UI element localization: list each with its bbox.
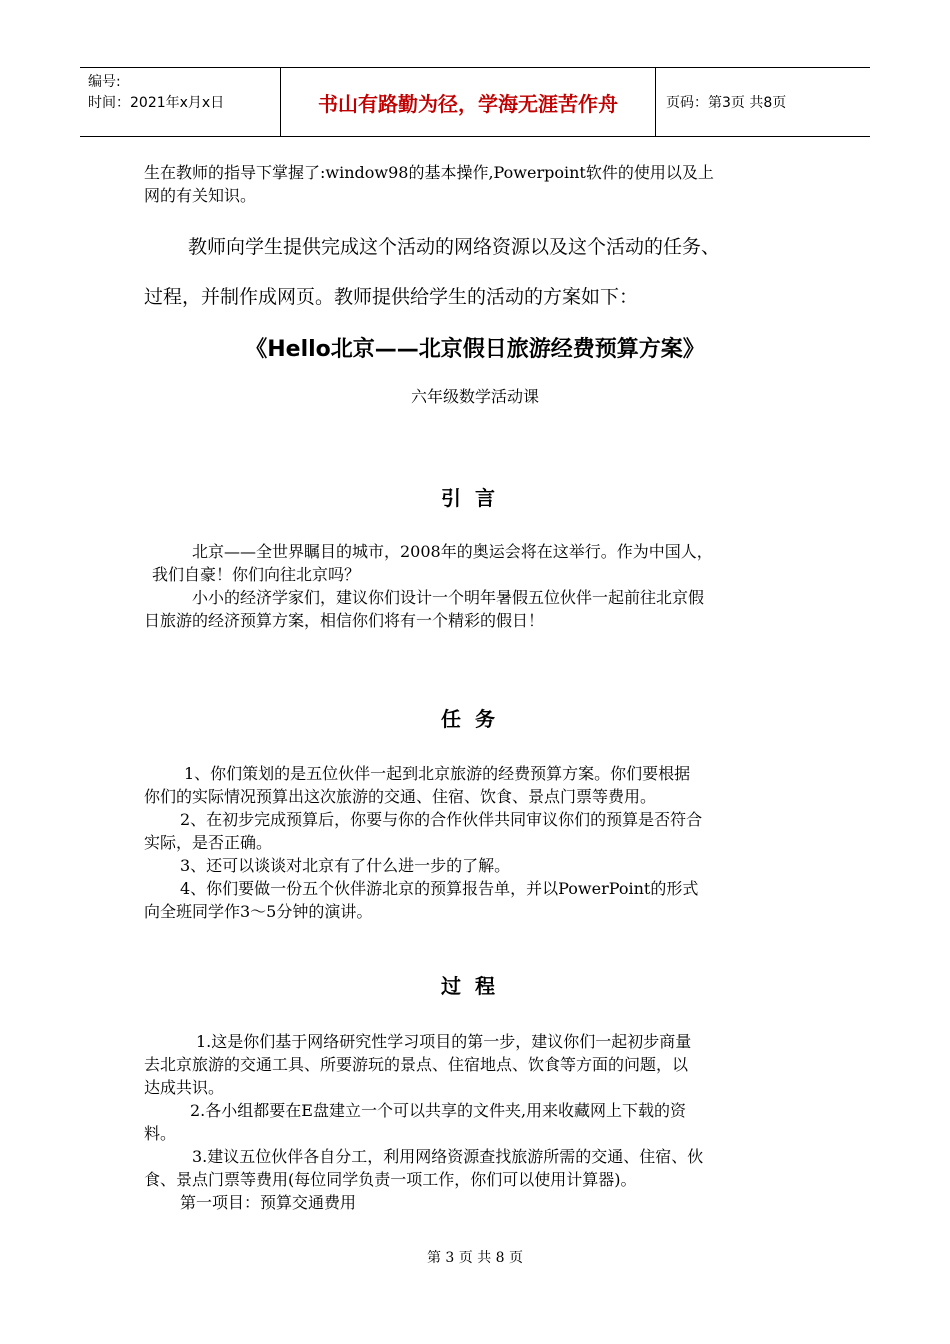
- time-label: 时间：2021年x月x日: [88, 95, 225, 111]
- process-section-text: [144, 1030, 812, 1214]
- page-code: 页码：第3页 共8页: [666, 95, 787, 111]
- motto: 书山有路勤为径，学海无涯苦作舟: [280, 68, 656, 136]
- number-label: 编号:: [88, 74, 121, 90]
- text-line: 网的有关知识。: [144, 186, 257, 205]
- text-line: 第一项目：预算交通费用: [180, 1193, 357, 1212]
- section-heading-intro: 引言: [441, 486, 509, 510]
- task-section-text: [144, 762, 812, 923]
- text-line: 4、你们要做一份五个伙伴游北京的预算报告单，并以PowerPoint的形式: [180, 879, 699, 898]
- page-footer: 第 3 页 共 8 页: [426, 1250, 524, 1266]
- text-line: 达成共识。: [144, 1078, 225, 1097]
- text-line: 实际，是否正确。: [144, 833, 273, 852]
- text-line: 3、还可以谈谈对北京有了什么进一步的了解。: [180, 856, 511, 875]
- text-line: 生在教师的指导下掌握了:window98的基本操作,Powerpoint软件的使用以及上: [144, 163, 714, 182]
- text-line: 2.各小组都要在E盘建立一个可以共享的文件夹,用来收藏网上下载的资: [190, 1101, 687, 1120]
- text-line: 我们自豪！你们向往北京吗？: [152, 565, 361, 584]
- text-line: 2、在初步完成预算后，你要与你的合作伙伴共同审议你们的预算是否符合: [180, 810, 703, 829]
- text-line: 过程，并制作成网页。教师提供给学生的活动的方案如下：: [144, 286, 639, 308]
- text-line: 北京——全世界瞩目的城市，2008年的奥运会将在这举行。作为中国人，: [192, 542, 713, 561]
- text-line: 料。: [144, 1124, 177, 1143]
- teacher-paragraph: [144, 222, 834, 322]
- text-line: 去北京旅游的交通工具、所要游玩的景点、住宿地点、饮食等方面的问题，以: [144, 1055, 689, 1074]
- intro-section-text: [144, 540, 812, 632]
- text-line: 向全班同学作3～5分钟的演讲。: [144, 902, 373, 921]
- text-line: 食、景点门票等费用(每位同学负责一项工作，你们可以使用计算器)。: [144, 1170, 637, 1189]
- plan-title: 《Hello北京——北京假日旅游经费预算方案》: [245, 337, 705, 362]
- text-line: 小小的经济学家们，建议你们设计一个明年暑假五位伙伴一起前往北京假: [192, 588, 705, 607]
- section-heading-process: 过程: [441, 974, 509, 998]
- page-header: [80, 67, 870, 137]
- intro-paragraph: [144, 161, 812, 207]
- text-line: 1、你们策划的是五位伙伴一起到北京旅游的经费预算方案。你们要根据: [184, 764, 691, 783]
- header-meta: [80, 68, 280, 136]
- section-heading-task: 任务: [441, 707, 509, 731]
- text-line: 教师向学生提供完成这个活动的网络资源以及这个活动的任务、: [188, 236, 721, 258]
- text-line: 你们的实际情况预算出这次旅游的交通、住宿、饮食、景点门票等费用。: [144, 787, 657, 806]
- text-line: 日旅游的经济预算方案，相信你们将有一个精彩的假日！: [144, 611, 545, 630]
- plan-subtitle: 六年级数学活动课: [410, 387, 539, 406]
- text-line: 1.这是你们基于网络研究性学习项目的第一步，建议你们一起初步商量: [196, 1032, 692, 1051]
- text-line: 3.建议五位伙伴各自分工，利用网络资源查找旅游所需的交通、住宿、伙: [192, 1147, 704, 1166]
